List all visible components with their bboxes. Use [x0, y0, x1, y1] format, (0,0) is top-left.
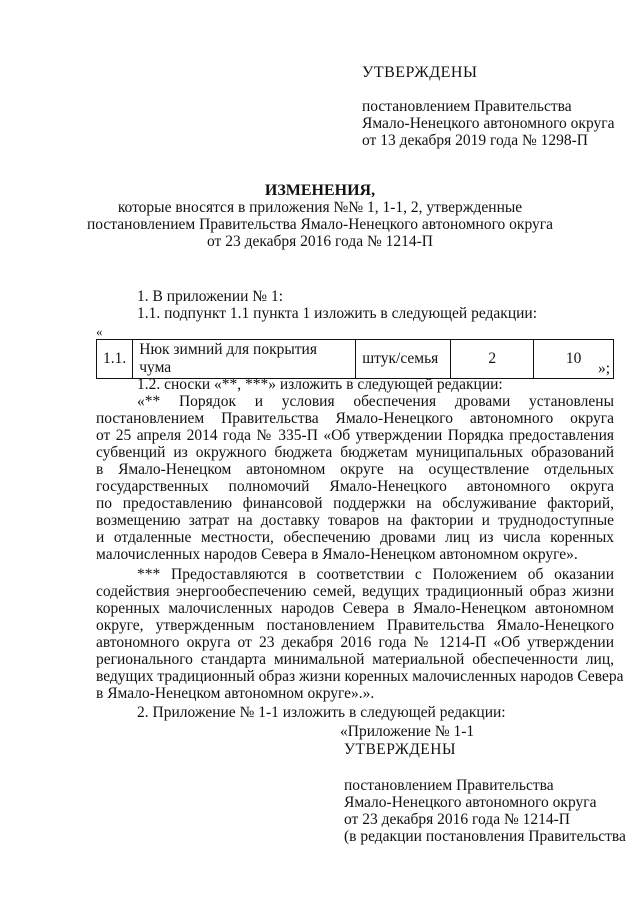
appendix-approved: УТВЕРЖДЕНЫ	[344, 741, 456, 758]
approval-line-3: от 13 декабря 2019 года № 1298-П	[362, 132, 588, 149]
footnote-3-line: содействия энергообеспечению семей, ведущих традиционный образ жизни	[96, 583, 614, 600]
subsection-1-1: 1.1. подпункт 1.1 пункта 1 изложить в следующей редакции:	[137, 305, 538, 322]
footnote-3-line: коренных малочисленных народов Севера в Ямало-Ненецком автономном	[96, 600, 614, 617]
appendix-title: «Приложение № 1-1	[340, 723, 475, 740]
footnote-2-line: «** Порядок и условия обеспечения дровами установлены	[137, 393, 614, 410]
approval-title: УТВЕРЖДЕНЫ	[362, 64, 478, 81]
footnote-2-line: постановлением Правительства Ямало-Ненецкого автономного округа	[96, 410, 614, 427]
section-1-heading: 1. В приложении № 1:	[137, 288, 284, 305]
goods-table	[96, 339, 614, 379]
appendix-approval-line-3: от 23 декабря 2016 года № 1214-П	[344, 811, 570, 828]
footnote-2-last-line: малочисленных народов Севера в Ямало-Ненецком автономном округе».	[96, 546, 578, 563]
appendix-approval-line-2: Ямало-Ненецкого автономного округа	[344, 794, 597, 811]
footnote-3-line: ведущих традиционный образ жизни коренных малочисленных народов Севера	[96, 668, 624, 685]
footnote-2-line: и отдаленные местности, обеспечению дровами лиц из числа коренных	[96, 529, 614, 546]
footnote-3-line: автономного округа от 23 декабря 2016 года № 1214-П «Об утверждении	[96, 634, 614, 651]
footnote-2-line: по предоставлению финансовой поддержки на обслуживание факторий,	[96, 495, 614, 512]
table-cell-number: 1.1.	[97, 340, 133, 379]
footnote-2-line: возмещению затрат на доставку товаров на фактории и труднодоступные	[96, 512, 614, 529]
table-cell-quantity: 2	[451, 340, 534, 379]
heading-subtitle-3: от 23 декабря 2016 года № 1214-П	[207, 233, 433, 250]
footnote-3-line: округе, утвержденным постановлением Правительства Ямало-Ненецкого	[96, 617, 614, 634]
footnote-3-line: регионального стандарта минимальной материальной обеспеченности лиц,	[96, 651, 614, 668]
table-cell-unit: штук/семья	[356, 340, 451, 379]
appendix-approval-line-4: (в редакции постановления Правительства	[344, 828, 626, 845]
appendix-approval-line-1: постановлением Правительства	[344, 777, 554, 794]
table-row	[97, 340, 614, 379]
section-2-heading: 2. Приложение № 1-1 изложить в следующей редакции:	[137, 704, 506, 721]
open-quote: «	[96, 324, 103, 339]
footnote-3-last-line: в Ямало-Ненецком автономном округе».».	[96, 685, 375, 702]
table-cell-period: 10	[534, 340, 614, 379]
document-title: ИЗМЕНЕНИЯ,	[264, 182, 376, 199]
approval-line-2: Ямало-Ненецкого автономного округа	[362, 115, 615, 132]
footnote-2-line: субвенций из окружного бюджета бюджетам муниципальных образований	[96, 444, 614, 461]
heading-subtitle-2: постановлением Правительства Ямало-Ненецкого автономного округа	[87, 216, 553, 233]
footnote-3-line: *** Предоставляются в соответствии с Положением об оказании	[137, 566, 614, 583]
subsection-1-2: 1.2. сноски «**, ***» изложить в следующей редакции:	[137, 376, 503, 393]
footnote-2-line: государственных полномочий Ямало-Ненецкого автономного округа	[96, 478, 614, 495]
table-cell-item: Нюк зимний для покрытия чума	[133, 340, 356, 379]
close-quote: »;	[598, 360, 611, 377]
approval-line-1: постановлением Правительства	[362, 98, 572, 115]
footnote-2-line: от 25 апреля 2014 года № 335-П «Об утверждении Порядка предоставления	[96, 427, 614, 444]
footnote-2-line: в Ямало-Ненецком автономном округе на осуществление отдельных	[96, 461, 614, 478]
heading-subtitle-1: которые вносятся в приложения №№ 1, 1-1, 2, утвержденные	[117, 199, 523, 216]
